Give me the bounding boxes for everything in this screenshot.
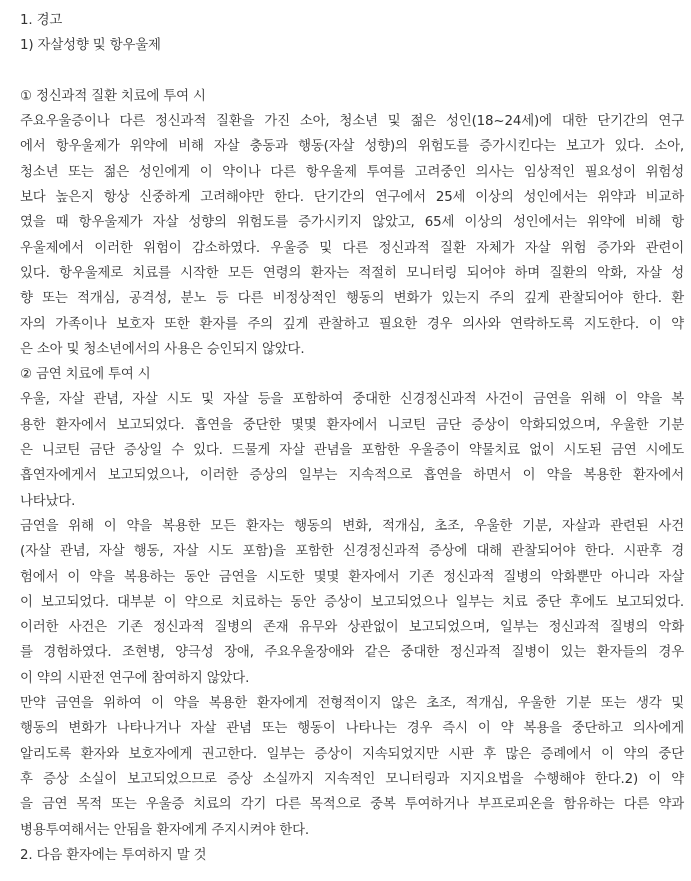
paragraph-line: 후 증상 소실이 보고되었으므로 증상 소실까지 지속적인 모니터링과 지지요법을 수행해야 한다.2) 이 약: [20, 771, 684, 787]
item-heading: ① 정신과적 질환 치료에 투여 시: [20, 88, 206, 104]
paragraph-line: 흡연자에게서 보고되었으나, 이러한 증상의 일부는 지속적으로 흡연을 하면서 이 약을 복용한 환자에서: [20, 468, 684, 484]
paragraph-line: 였을 때 항우울제가 자살 성향의 위험도를 증가시키지 않았고, 65세 이상의 성인에서는 위약에 비해 항: [20, 215, 684, 231]
paragraph-line: 우울제에서 이러한 위험이 감소하였다. 우울증 및 다른 정신과적 질환 자체가 자살 위험 증가와 관련이: [20, 240, 684, 256]
paragraph-line: 알리도록 환자와 보호자에게 권고한다. 일부는 증상이 지속되었지만 시판 후 많은 증례에서 이 약의 중단: [20, 746, 684, 762]
document-body: [20, 8, 684, 868]
paragraph-line: 보다 높은지 항상 신중하게 고려해야만 한다. 단기간의 연구에서 25세 이상의 성인에서는 위약과 비교하: [20, 190, 684, 206]
paragraph-line: 에서 항우울제가 위약에 비해 자살 충동과 행동(자살 성향)의 위험도를 증가시킨다는 보고가 있다. 소아,: [20, 139, 684, 155]
paragraph-line: 용한 환자에서 보고되었다. 흡연을 중단한 몇몇 환자에서 니코틴 금단 증상이 악화되었으며, 우울한 기분: [20, 417, 684, 433]
paragraph-line: 을 금연 목적 또는 우울증 치료의 각기 다른 목적으로 중복 투여하거나 부프로피온을 함유하는 다른 약과: [20, 797, 684, 813]
paragraph-line: 행동의 변화가 나타나거나 자살 관념 또는 행동이 나타나는 경우 즉시 이 약 복용을 중단하고 의사에게: [20, 721, 684, 737]
paragraph-line: 주요우울증이나 다른 정신과적 질환을 가진 소아, 청소년 및 젊은 성인(18~24세)에 대한 단기간의 연구: [20, 114, 684, 130]
section-heading: 2. 다음 환자에는 투여하지 말 것: [20, 847, 207, 863]
section-heading: 1. 경고: [20, 13, 63, 28]
paragraph-line: 이 보고되었다. 대부분 이 약으로 치료하는 동안 증상이 보고되었으나 일부는 치료 중단 후에도 보고되었다.: [20, 594, 684, 610]
paragraph-line: 이 약의 시판전 연구에 참여하지 않았다.: [20, 670, 250, 686]
paragraph-line: (자살 관념, 자살 행동, 자살 시도 포함)을 포함한 신경정신과적 증상에 대해 관찰되어야 한다. 시판후 경: [20, 544, 684, 560]
paragraph-line: 병용투여해서는 안됨을 환자에게 주지시켜야 한다.: [20, 822, 310, 838]
paragraph-line: 은 니코틴 금단 증상일 수 있다. 드물게 자살 관념을 포함한 우울증이 약물치료 없이 시도된 금연 시에도: [20, 443, 684, 459]
paragraph-line: 나타났다.: [20, 493, 76, 509]
blank-line: [20, 59, 684, 84]
paragraph-line: 이러한 사건은 기존 정신과적 질병의 존재 유무와 상관없이 보고되었으며, 일부는 정신과적 질병의 악화: [20, 620, 684, 636]
paragraph-line: 향 또는 적개심, 공격성, 분노 등 다른 비정상적인 행동의 변화가 있는지 주의 깊게 관찰되어야 한다. 환: [20, 291, 684, 307]
paragraph-line: 금연을 위해 이 약을 복용한 모든 환자는 행동의 변화, 적개심, 초조, 우울한 기분, 자살과 관련된 사건: [20, 518, 684, 534]
paragraph-line: 은 소아 및 청소년에서의 사용은 승인되지 않았다.: [20, 341, 305, 357]
item-heading: ② 금연 치료에 투여 시: [20, 367, 151, 383]
paragraph-line: 험에서 이 약을 복용하는 동안 금연을 시도한 몇몇 환자에서 기존 정신과적 질병의 악화뿐만 아니라 자살: [20, 569, 684, 585]
paragraph-line: 자의 가족이나 보호자 또한 환자를 주의 깊게 관찰하고 필요한 경우 의사와 연락하도록 지도한다. 이 약: [20, 316, 684, 332]
paragraph-line: 를 경험하였다. 조현병, 양극성 장애, 주요우울장애와 같은 중대한 정신과적 질병이 있는 환자들의 경우: [20, 645, 684, 661]
paragraph-line: 만약 금연을 위하여 이 약을 복용한 환자에게 전형적이지 않은 초조, 적개심, 우울한 기분 또는 생각 및: [20, 696, 684, 712]
subsection-heading: 1) 자살성향 및 항우울제: [20, 38, 161, 54]
paragraph-line: 우울, 자살 관념, 자살 시도 및 자살 등을 포함하여 중대한 신경정신과적 사건이 금연을 위해 이 약을 복: [20, 392, 684, 408]
paragraph-line: 있다. 항우울제로 치료를 시작한 모든 연령의 환자는 적절히 모니터링 되어야 하며 질환의 악화, 자살 성: [20, 265, 684, 281]
paragraph-line: 청소년 또는 젊은 성인에게 이 약이나 다른 항우울제 투여를 고려중인 의사는 임상적인 필요성이 위험성: [20, 164, 684, 180]
